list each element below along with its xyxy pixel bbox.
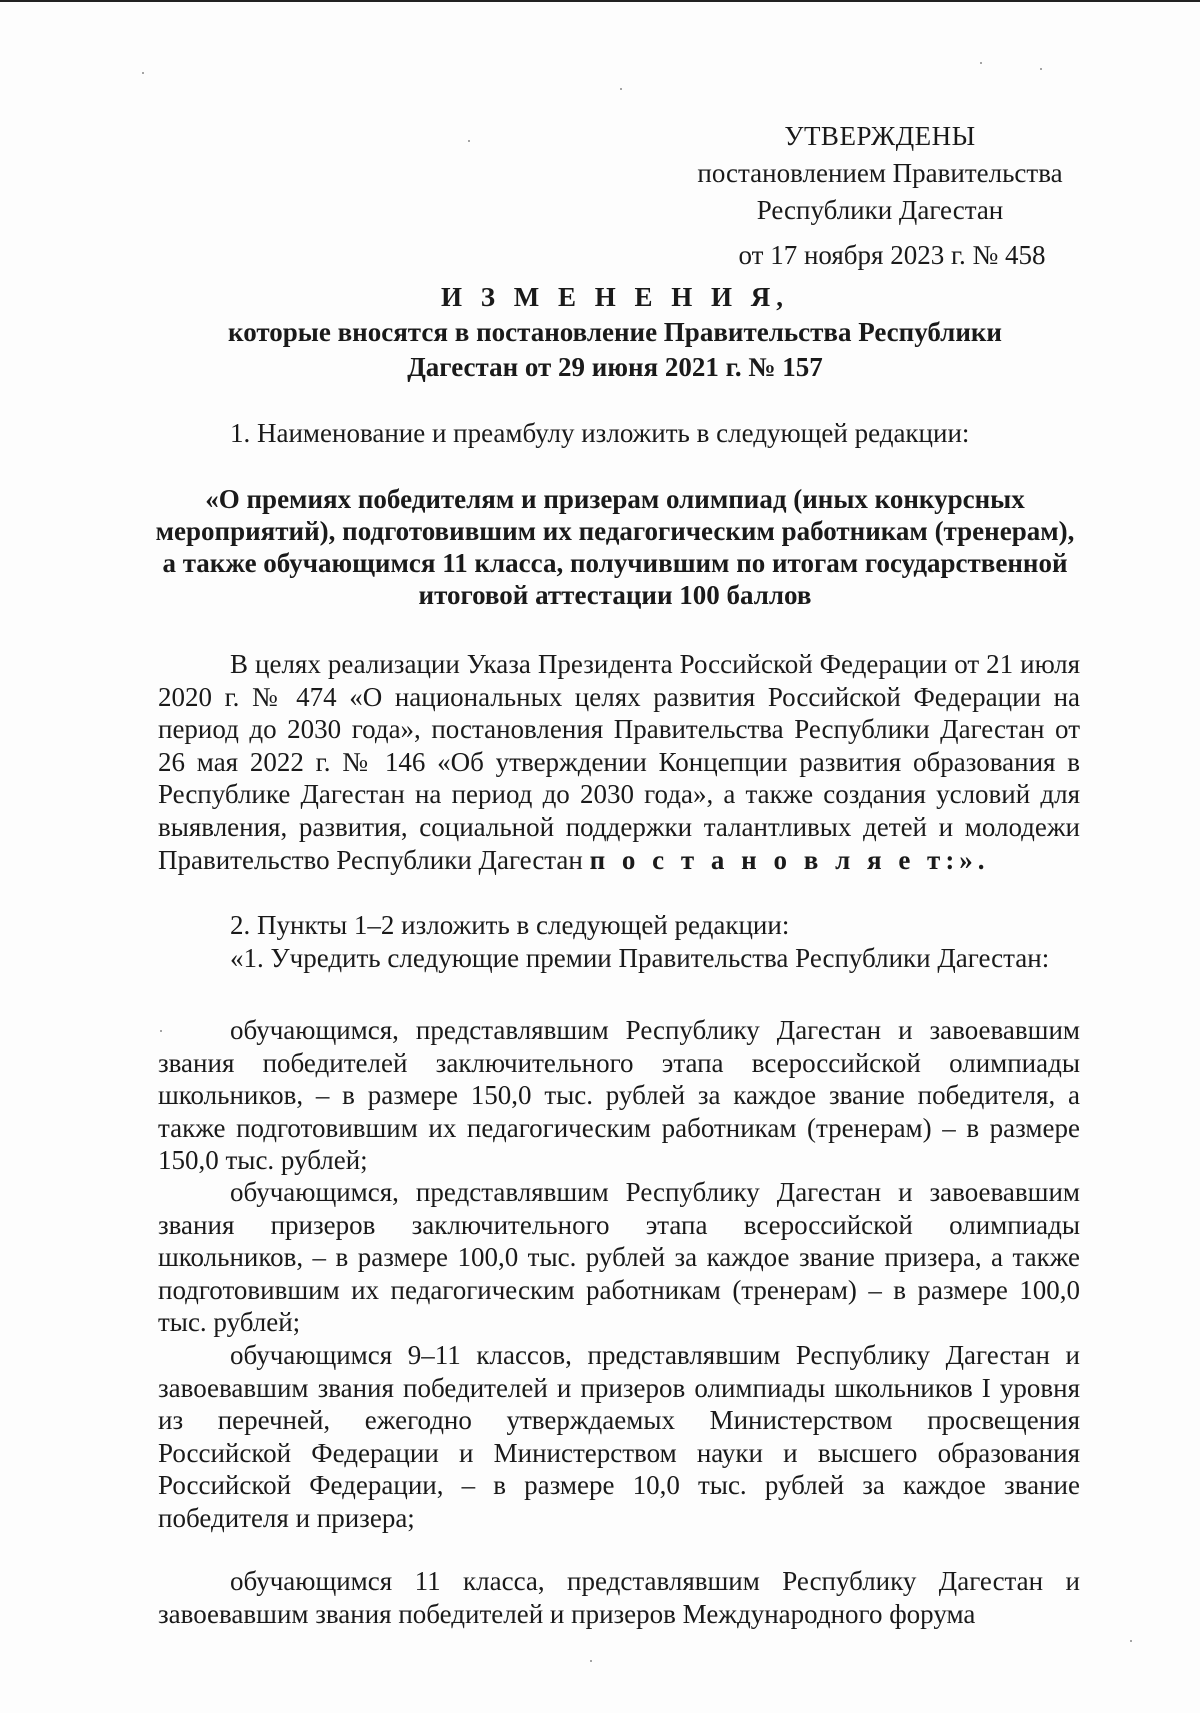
document-title (150, 280, 1080, 385)
approval-line-1: постановлением Правительства (697, 158, 1063, 188)
approval-line-2: Республики Дагестан (756, 195, 1004, 225)
new-title-paragraph: «О премиях победителям и призерам олимпиад (иных конкурсных мероприятий), подготовившим их педагогическим работникам (тренерам), а также обучающимся 11 класса, получившим по итогам государственной итоговой аттестации 100 баллов (155, 484, 1075, 610)
scan-speck (160, 1030, 162, 1032)
approval-stamp-block (660, 118, 1100, 274)
page-top-edge (0, 0, 1200, 2)
title-subtitle-line-2: Дагестан от 29 июня 2021 г. № 157 (407, 352, 823, 382)
prize-2-paragraph: обучающимся, представлявшим Республику Дагестан и завоевавшим звания призеров заключительного этапа всероссийской олимпиады школьников, – в размере 100,0 тыс. рублей за каждое звание призера, а также подготовившим их педагогическим работникам (тренерам) – в размере 100,0 тыс. рублей; (158, 1177, 1080, 1338)
preamble-paragraph (158, 648, 1080, 876)
prize-1-paragraph: обучающимся, представлявшим Республику Дагестан и завоевавшим звания победителей заключительного этапа всероссийской олимпиады школьников, – в размере 150,0 тыс. рублей за каждое звание победителя, а также подготовившим их педагогическим работникам (тренерам) – в размере 150,0 тыс. рублей; (158, 1015, 1080, 1176)
title-heading: И З М Е Н Е Н И Я, (440, 282, 789, 312)
scan-speck (142, 72, 144, 74)
scan-speck (590, 1660, 592, 1662)
preamble-text: В целях реализации Указа Президента Российской Федерации от 21 июля 2020 г. № 474 «О национальных целях развития Российской Федерации на период до 2030 года», постановления Правительства Республики Дагестан от 26 мая 2022 г. № 146 «Об утверждении Концепции развития образования в Республике Дагестан на период до 2030 года», а также создания условий для выявления, развития, социальной поддержки талантливых детей и молодежи Правительство Республики Дагестан (158, 649, 1080, 875)
scan-speck (620, 88, 622, 90)
item-1-paragraph: 1. Наименование и преамбулу изложить в следующей редакции: (230, 418, 970, 448)
item-2-paragraph: 2. Пункты 1–2 изложить в следующей редакции: (230, 910, 790, 940)
scan-speck (1040, 68, 1042, 70)
approval-date: от 17 ноября 2023 г. № 458 (738, 240, 1046, 270)
title-subtitle-line-1: которые вносятся в постановление Правительства Республики (228, 317, 1002, 347)
prize-3-paragraph: обучающимся 9–11 классов, представлявшим Республику Дагестан и завоевавшим звания победителей и призеров олимпиады школьников I уровня из перечней, ежегодно утверждаемых Министерством просвещения Российской Федерации и Министерством науки и высшего образования Российской Федерации, – в размере 10,0 тыс. рублей за каждое звание победителя и призера; (158, 1340, 1080, 1533)
decree-word: п о с т а н о в л я е т:». (589, 844, 990, 875)
scan-speck (468, 140, 470, 142)
approval-stamp: УТВЕРЖДЕНЫ (784, 121, 976, 151)
prize-4-paragraph: обучающимся 11 класса, представлявшим Республику Дагестан и завоевавшим звания победителей и призеров Международного форума (158, 1566, 1080, 1629)
scan-speck (1130, 1640, 1132, 1642)
point-1-paragraph: «1. Учредить следующие премии Правительства Республики Дагестан: (230, 943, 1050, 973)
scan-speck (980, 62, 982, 64)
